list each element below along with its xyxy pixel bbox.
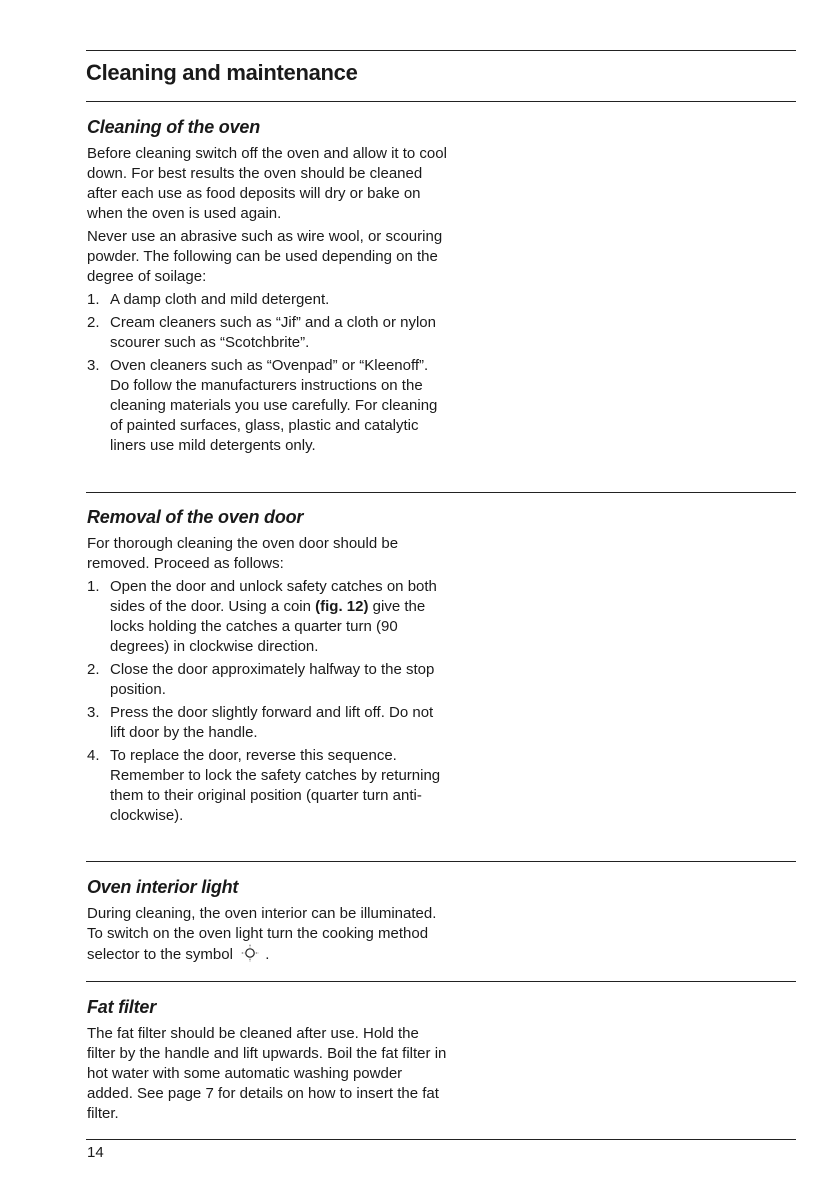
list-text: To replace the door, reverse this sequence. Remember to lock the safety catches by returning them to their original position (quarter turn anti-clockwise). <box>110 747 441 824</box>
section-divider <box>86 981 796 982</box>
cleaning-list <box>87 290 447 456</box>
paragraph <box>87 904 447 968</box>
list-item <box>87 746 447 826</box>
section-divider <box>86 861 796 862</box>
section-heading: Cleaning of the oven <box>87 117 261 137</box>
list-number: 3. <box>87 704 100 721</box>
list-text: Open the door and unlock safety catches on both sides of the door. Using a coin <box>110 578 437 615</box>
list-item <box>87 660 447 700</box>
section-heading: Fat filter <box>87 997 157 1017</box>
section-fat-filter <box>87 996 447 1127</box>
list-item <box>87 290 447 310</box>
section-heading: Oven interior light <box>87 877 239 897</box>
section-oven-interior-light <box>87 876 447 971</box>
list-item <box>87 703 447 743</box>
page-title: Cleaning and maintenance <box>86 60 358 85</box>
paragraph: For thorough cleaning the oven door should be removed. Proceed as follows: <box>87 535 399 572</box>
oven-light-symbol-icon <box>241 944 259 968</box>
door-removal-list <box>87 577 447 826</box>
list-number: 2. <box>87 314 100 331</box>
figure-reference: (fig. 12) <box>315 598 369 615</box>
list-item <box>87 356 447 456</box>
list-text: give the locks holding the catches a quarter turn (90 degrees) in clockwise direction. <box>110 598 426 655</box>
title-rule <box>86 101 796 102</box>
list-text: Close the door approximately halfway to the stop position. <box>110 661 435 698</box>
section-cleaning-of-the-oven <box>87 116 447 459</box>
paragraph: The fat filter should be cleaned after use. Hold the filter by the handle and lift upwards. Boil the fat filter in hot water with some automatic washing powder added. See page 7 for details on how to insert the fat filter. <box>87 1025 447 1122</box>
section-divider <box>86 492 796 493</box>
paragraph: Before cleaning switch off the oven and allow it to cool down. For best results the oven should be cleaned after each use as food deposits will dry or bake on when the oven is used again. <box>87 145 447 222</box>
list-text: Oven cleaners such as “Ovenpad” or “Kleenoff”. Do follow the manufacturers instructions on the cleaning materials you use carefully. For cleaning of painted surfaces, glass, plastic and catalytic liners use mild detergents only. <box>110 357 438 454</box>
list-number: 1. <box>87 578 100 595</box>
section-removal-of-oven-door <box>87 506 447 829</box>
list-text: A damp cloth and mild detergent. <box>110 291 330 308</box>
list-number: 1. <box>87 291 100 308</box>
list-number: 2. <box>87 661 100 678</box>
top-rule <box>86 50 796 51</box>
paragraph-text: . <box>265 946 270 963</box>
list-text: Press the door slightly forward and lift off. Do not lift door by the handle. <box>110 704 434 741</box>
list-text: Cream cleaners such as “Jif” and a cloth or nylon scourer such as “Scotchbrite”. <box>110 314 436 351</box>
list-number: 4. <box>87 747 100 764</box>
list-item <box>87 577 447 657</box>
section-heading: Removal of the oven door <box>87 507 304 527</box>
list-item <box>87 313 447 353</box>
list-number: 3. <box>87 357 100 374</box>
paragraph-text: During cleaning, the oven interior can be illuminated. To switch on the oven light turn the cooking method selector to the symbol <box>87 905 437 963</box>
page-number: 14 <box>87 1144 104 1161</box>
bottom-rule <box>86 1139 796 1140</box>
paragraph: Never use an abrasive such as wire wool, or scouring powder. The following can be used depending on the degree of soilage: <box>87 228 443 285</box>
